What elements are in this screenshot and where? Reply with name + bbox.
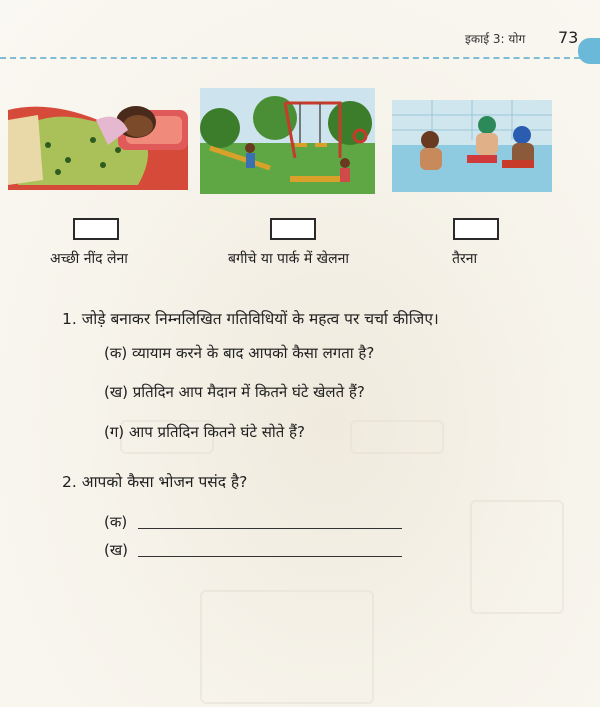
question-1-item-ga: (ग) आप प्रतिदिन कितने घंटे सोते हैं? xyxy=(104,423,305,441)
answer-checkbox-park[interactable] xyxy=(270,218,316,240)
page-number: 73 xyxy=(558,28,579,47)
answer-checkbox-sleep[interactable] xyxy=(73,218,119,240)
caption-swim: तैरना xyxy=(452,251,478,267)
answer-checkbox-swim[interactable] xyxy=(453,218,499,240)
answer-line-kha[interactable] xyxy=(138,556,402,557)
question-1-text: 1. जोड़े बनाकर निम्नलिखित गतिविधियों के महत्व पर चर्चा कीजिए। xyxy=(62,310,439,328)
show-through-box xyxy=(350,420,444,454)
question-2-label-ka: (क) xyxy=(104,513,128,531)
unit-title: इकाई 3: योग xyxy=(465,32,526,46)
answer-line-ka[interactable] xyxy=(138,528,402,529)
caption-sleep: अच्छी नींद लेना xyxy=(50,251,128,267)
caption-park: बगीचे या पार्क में खेलना xyxy=(228,251,349,267)
swimming-children-illustration xyxy=(392,100,552,192)
question-1-item-ka: (क) व्यायाम करने के बाद आपको कैसा लगता है? xyxy=(104,344,375,362)
sleeping-child-illustration xyxy=(8,90,188,190)
show-through-box xyxy=(200,590,374,704)
question-1-item-kha: (ख) प्रतिदिन आप मैदान में कितने घंटे खेलते हैं? xyxy=(104,383,365,401)
park-playground-illustration xyxy=(200,88,375,194)
question-2-text: 2. आपको कैसा भोजन पसंद है? xyxy=(62,473,248,491)
header-divider xyxy=(0,57,580,59)
page-tab-marker xyxy=(578,38,600,64)
show-through-box xyxy=(470,500,564,614)
question-2-label-kha: (ख) xyxy=(104,541,128,559)
